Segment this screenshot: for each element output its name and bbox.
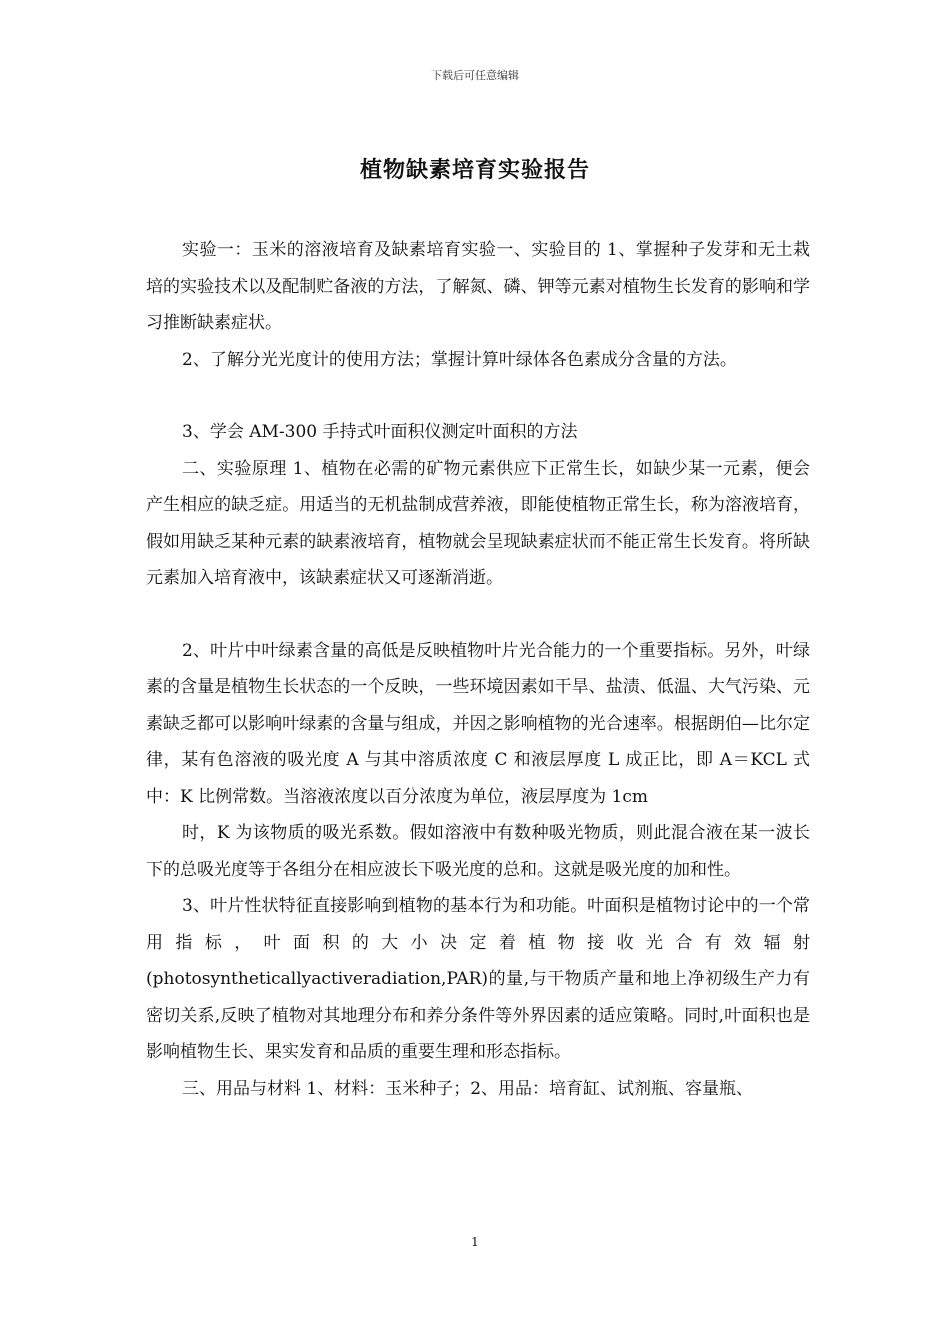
paragraph-principle-deficiency: 二、实验原理 1、植物在必需的矿物元素供应下正常生长，如缺少某一元素，便会产生相应的缺乏症。用适当的无机盐制成营养液，即能使植物正常生长，称为溶液培育，假如用缺乏某种元素的缺素液培育，植物就会呈现缺素症状而不能正常生长发育。将所缺元素加入培育液中，该缺素症状又可逐渐消逝。 — [146, 458, 810, 588]
paragraph-absorbance-additivity: 时，K 为该物质的吸光系数。假如溶液中有数种吸光物质，则此混合液在某一波长下的总吸光度等于各组分在相应波长下吸光度的总和。这就是吸光度的加和性。 — [146, 823, 810, 880]
paragraph-leaf-area-meter: 3、学会 AM-300 手持式叶面积仪测定叶面积的方法 — [182, 422, 578, 442]
paragraph-leaf-traits: 3、叶片性状特征直接影响到植物的基本行为和功能。叶面积是植物讨论中的一个常用指标，叶面积的大小决定着植物接收光合有效辐射(photosyntheticallyactiveradiation,PAR)的量,与干物质产量和地上净初级生产力有密切关系,反映了植物对其地理分布和养分条件等外界因素的适应策略。同时,叶面积也是影响植物生长、果实发育和品质的重要生理和形态指标。 — [146, 896, 810, 1062]
paragraph-materials: 三、用品与材料 1、材料：玉米种子；2、用品：培育缸、试剂瓶、容量瓶、 — [182, 1078, 754, 1099]
header-note: 下载后可任意编辑 — [431, 69, 519, 82]
paragraph-spectrophotometer: 2、了解分光光度计的使用方法；掌握计算叶绿体各色素成分含量的方法。 — [182, 349, 737, 370]
paragraph-experiment-purpose: 实验一：玉米的溶液培育及缺素培育实验一、实验目的 1、掌握种子发芽和无土栽培的实验技术以及配制贮备液的方法，了解氮、磷、钾等元素对植物生长发育的影响和学习推断缺素症状。 — [146, 240, 810, 333]
document-body — [146, 232, 810, 1107]
page-title: 植物缺素培育实验报告 — [359, 157, 590, 183]
page-number: 1 — [471, 1235, 479, 1249]
paragraph-principle-chlorophyll: 2、叶片中叶绿素含量的高低是反映植物叶片光合能力的一个重要指标。另外，叶绿素的含量是植物生长状态的一个反映，一些环境因素如干旱、盐渍、低温、大气污染、元素缺乏都可以影响叶绿素的含量与组成，并因之影响植物的光合速率。根据朗伯—比尔定律，某有色溶液的吸光度 A 与其中溶质浓度 C 和液层厚度 L 成正比，即 A＝KCL 式中：K 比例常数。当溶液浓度以百分浓度为单位，液层厚度为 1cm — [146, 640, 810, 807]
